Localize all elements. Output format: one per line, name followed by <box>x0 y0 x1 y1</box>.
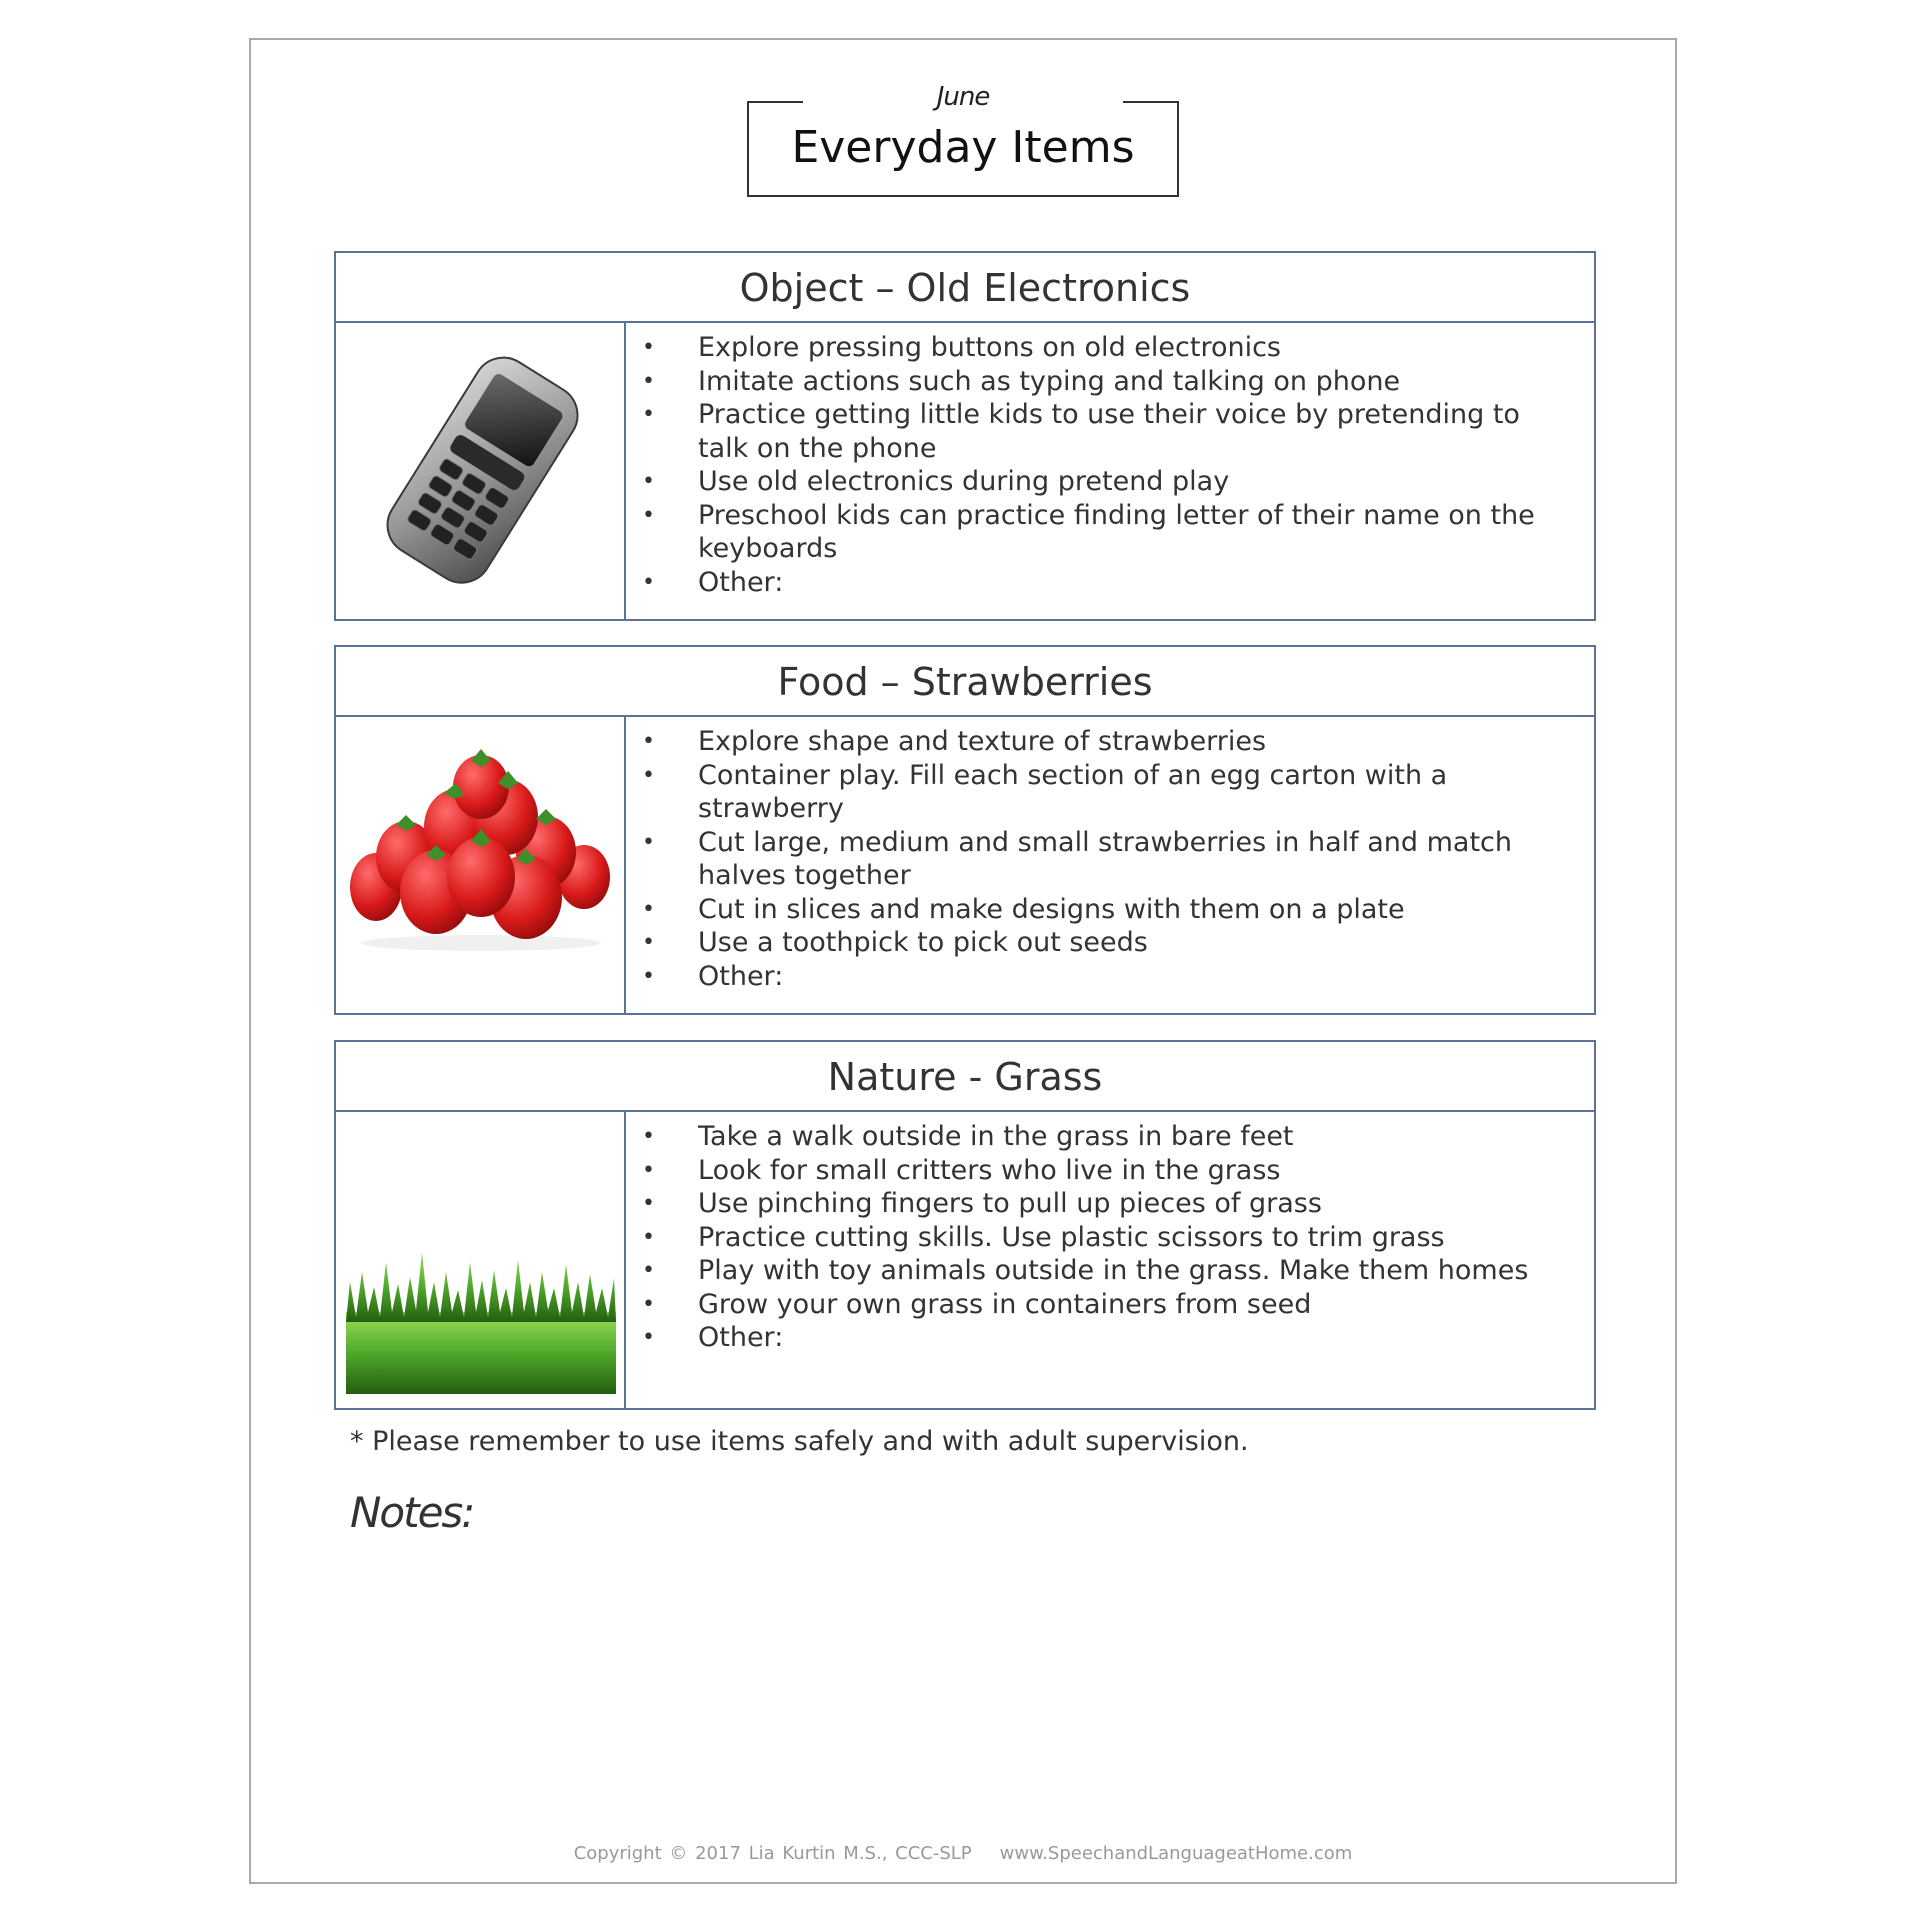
copyright-text: Copyright © 2017 Lia Kurtin M.S., CCC-SLP <box>573 1843 972 1864</box>
strawberries-icon <box>336 717 624 1013</box>
list-item: • Explore shape and texture of strawberries <box>642 726 1267 757</box>
notes-label: Notes: <box>350 1488 474 1537</box>
card-heading: Nature - Grass <box>336 1042 1594 1112</box>
safety-note: * Please remember to use items safely and with adult supervision. <box>350 1426 1249 1457</box>
list-item: • Take a walk outside in the grass in bare feet <box>642 1121 1294 1152</box>
month-label: June <box>936 82 990 112</box>
card-heading: Food – Strawberries <box>336 647 1594 717</box>
footer <box>249 1843 1677 1864</box>
cell-phone-image <box>336 323 626 619</box>
list-item: • Use a toothpick to pick out seeds <box>642 927 1148 958</box>
list-item: • Use old electronics during pretend play <box>642 466 1230 497</box>
page-title: Everyday Items <box>791 122 1135 173</box>
list-item: • Container play. Fill each section of an egg carton with a strawberry <box>642 759 1448 824</box>
list-item: • Practice getting little kids to use their voice by pretending to talk on the phone <box>642 399 1520 464</box>
cell-phone-icon <box>336 323 624 619</box>
list-item: • Look for small critters who live in the grass <box>642 1154 1281 1186</box>
website-link[interactable]: www.SpeechandLanguageatHome.com <box>999 1843 1353 1864</box>
grass-image <box>336 1112 626 1408</box>
activity-list <box>626 1112 1594 1408</box>
strawberries-image <box>336 717 626 1013</box>
list-item: • Imitate actions such as typing and talking on phone <box>642 365 1401 397</box>
list-item: • Other: <box>642 566 784 598</box>
list-item: • Practice cutting skills. Use plastic scissors to trim grass <box>642 1221 1445 1253</box>
list-item: • Cut in slices and make designs with them on a plate <box>642 893 1405 925</box>
list-item: • Preschool kids can practice finding letter of their name on the keyboards <box>642 499 1535 564</box>
list-item: • Grow your own grass in containers from seed <box>642 1288 1312 1320</box>
list-item: • Other: <box>642 960 784 992</box>
list-item: • Cut large, medium and small strawberries in half and match halves together <box>642 826 1512 891</box>
activity-card-electronics <box>334 251 1596 621</box>
activity-card-strawberries <box>334 645 1596 1015</box>
list-item: • Explore pressing buttons on old electronics <box>642 332 1281 363</box>
card-heading: Object – Old Electronics <box>336 253 1594 323</box>
list-item: • Play with toy animals outside in the grass. Make them homes <box>642 1255 1529 1286</box>
activity-list <box>626 323 1594 619</box>
list-item: • Other: <box>642 1322 784 1353</box>
grass-icon <box>336 1112 624 1408</box>
list-item: • Use pinching fingers to pull up pieces of grass <box>642 1188 1322 1219</box>
activity-list <box>626 717 1594 1013</box>
activity-card-grass <box>334 1040 1596 1410</box>
